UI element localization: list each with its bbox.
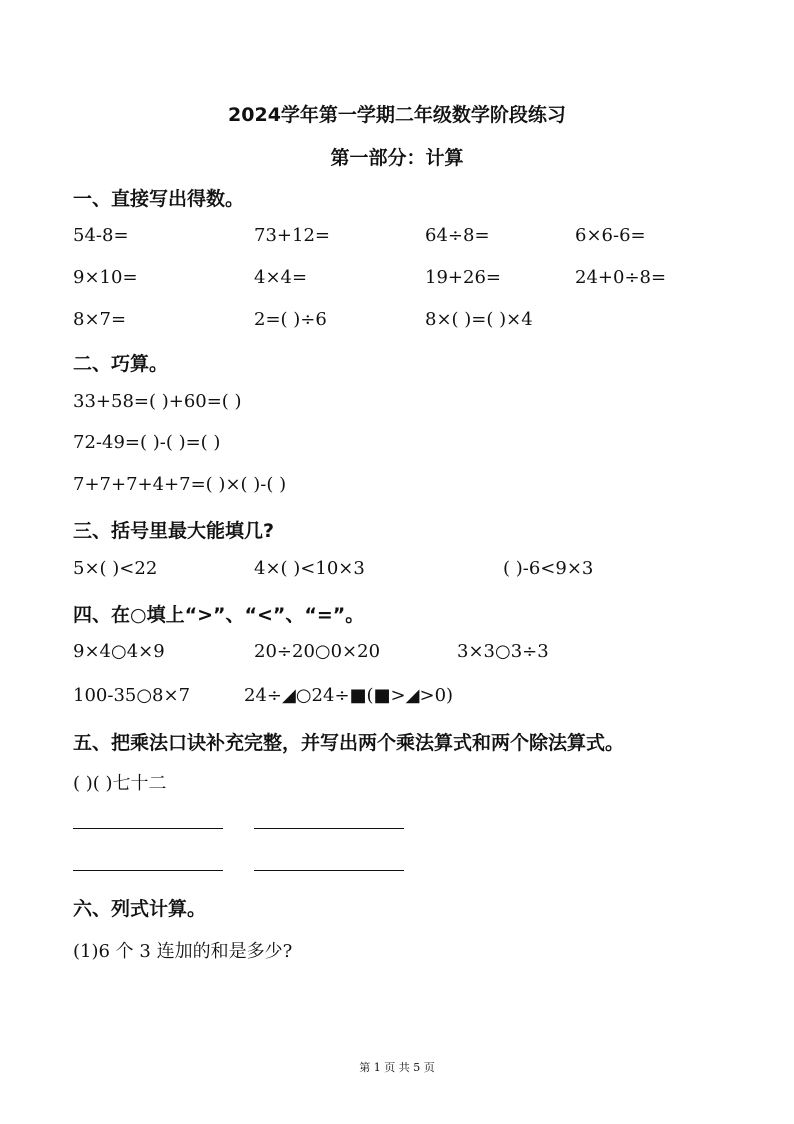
problem: 64÷8= <box>425 225 490 246</box>
problem: 100-35○8×7 <box>73 685 191 706</box>
problem: 33+58=( )+60=( ) <box>73 391 242 412</box>
problem: (1)6 个 3 连加的和是多少? <box>73 941 293 962</box>
section-5-heading: 五、把乘法口诀补充完整，并写出两个乘法算式和两个除法算式。 <box>73 732 625 754</box>
section-6-heading: 六、列式计算。 <box>73 898 207 920</box>
problem: 9×4○4×9 <box>73 641 165 662</box>
problem: 72-49=( )-( )=( ) <box>73 432 221 453</box>
problem: 2=( )÷6 <box>254 309 327 330</box>
problem: 7+7+7+4+7=( )×( )-( ) <box>73 474 287 495</box>
page-title: 2024学年第一学期二年级数学阶段练习 <box>228 104 566 126</box>
problem: 8×7= <box>73 309 127 330</box>
problem: ( )-6<9×3 <box>503 558 594 579</box>
part-title: 第一部分：计算 <box>330 147 464 169</box>
answer-line <box>254 870 404 871</box>
problem: 20÷20○0×20 <box>254 641 381 662</box>
problem: 24÷◢○24÷■(■>◢>0) <box>244 685 454 706</box>
problem: 4×4= <box>254 267 308 288</box>
problem: 19+26= <box>425 267 501 288</box>
problem: 73+12= <box>254 225 330 246</box>
section-3-heading: 三、括号里最大能填几? <box>73 520 275 542</box>
problem: 54-8= <box>73 225 129 246</box>
page-footer: 第 1 页 共 5 页 <box>359 1061 435 1074</box>
answer-line <box>73 870 223 871</box>
problem: 8×( )=( )×4 <box>425 309 533 330</box>
problem: 5×( )<22 <box>73 558 158 579</box>
answer-line <box>73 828 223 829</box>
problem: ( )( )七十二 <box>73 773 167 794</box>
section-1-heading: 一、直接写出得数。 <box>73 188 245 210</box>
answer-line <box>254 828 404 829</box>
problem: 24+0÷8= <box>575 267 667 288</box>
problem: 3×3○3÷3 <box>457 641 549 662</box>
problem: 9×10= <box>73 267 138 288</box>
problem: 6×6-6= <box>575 225 646 246</box>
problem: 4×( )<10×3 <box>254 558 365 579</box>
section-2-heading: 二、巧算。 <box>73 353 169 375</box>
section-4-heading: 四、在○填上“>”、“<”、“=”。 <box>73 604 365 626</box>
